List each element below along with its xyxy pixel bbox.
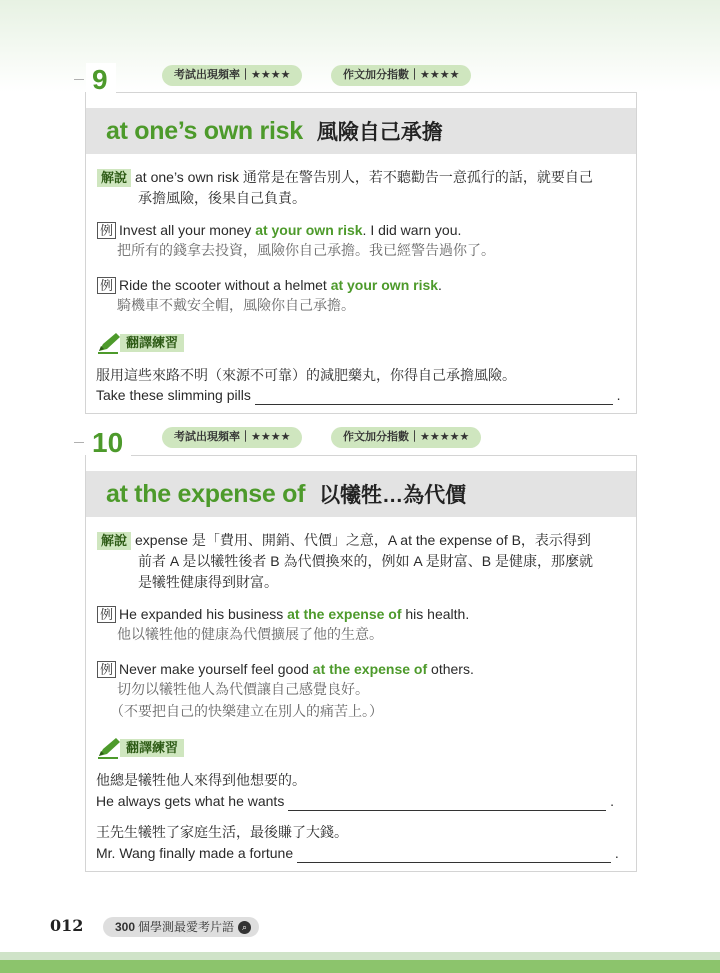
example-tag: 例 [97,277,116,294]
practice-label: 翻譯練習 [120,739,184,757]
example-tag: 例 [97,606,116,623]
example-translation: 他以犧牲他的健康為代價擴展了他的生意。 [117,626,383,642]
example-tag: 例 [97,222,116,239]
example-sentence: 例 Never make yourself feel good at the expense of others. [97,659,474,679]
page-number: 012 [50,916,84,935]
entry-number: 9 [86,63,116,97]
example-sentence: 例 He expanded his business at the expense of his health. [97,604,469,624]
exercise-line: Take these slimming pills . [96,387,621,403]
exercise-prompt-zh: 王先生犧牲了家庭生活，最後賺了大錢。 [96,824,348,840]
book-title-number: 300 [115,920,136,934]
exercise-line: He always gets what he wants . [96,793,614,809]
example-translation: 切勿以犧牲他人為代價讓自己感覺良好。 [117,681,369,697]
answer-blank[interactable] [255,390,613,405]
entry-header [86,65,636,95]
example-sentence: 例 Ride the scooter without a helmet at your own risk. [97,275,442,295]
exercise-prompt-zh: 他總是犧牲他人來得到他想要的。 [96,772,306,788]
pencil-icon [96,736,122,760]
example-sentence: 例 Invest all your money at your own risk. I did warn you. [97,220,461,240]
phrase-title-en: at the expense of [106,479,306,508]
explanation-line: 解說 at one’s own risk 通常是在警告別人，若不聽勸告一意孤行的話，就要自己 [97,167,593,187]
example-translation: 騎機車不戴安全帽，風險你自己承擔。 [117,297,355,313]
explain-tag: 解說 [97,532,131,550]
book-title-badge [103,917,259,937]
entry-header [86,428,636,458]
answer-blank[interactable] [297,848,611,863]
phrase-title-zh: 風險自己承擔 [316,121,443,144]
search-icon: ⌕ [238,921,251,934]
explanation-line: 是犧牲健康得到財富。 [138,574,278,590]
answer-blank[interactable] [288,796,606,811]
phrase-title-bar [86,108,636,154]
footer-band-dark [0,960,720,973]
example-translation: （不要把自己的快樂建立在別人的痛苦上。） [110,703,383,719]
practice-heading [96,331,184,355]
book-title-text: 個學測最愛考片語 [138,920,235,934]
example-tag: 例 [97,661,116,678]
phrase-title-zh: 以犧牲…為代價 [319,484,467,507]
exercise-line: Mr. Wang finally made a fortune . [96,845,619,861]
pencil-icon [96,331,122,355]
entry-number: 10 [86,426,131,460]
example-translation: 把所有的錢拿去投資，風險你自己承擔。我已經警告過你了。 [117,242,495,258]
footer-band-light [0,952,720,960]
frequency-badge: 考試出現頻率｜★★★★ [162,427,302,448]
bonus-badge: 作文加分指數｜★★★★ [331,65,471,86]
explanation-line: 承擔風險，後果自己負責。 [138,190,306,206]
explanation-line: 解說 expense 是「費用、開銷、代價」之意，A at the expense of B，表示得到 [97,530,591,550]
phrase-title-en: at one’s own risk [106,116,303,145]
bonus-badge: 作文加分指數｜★★★★★ [331,427,481,448]
frequency-badge: 考試出現頻率｜★★★★ [162,65,302,86]
practice-heading [96,736,184,760]
phrase-title-bar [86,471,636,517]
exercise-prompt-zh: 服用這些來路不明（來源不可靠）的減肥藥丸，你得自己承擔風險。 [96,367,516,383]
phrase-entry-10 [85,427,637,872]
explain-tag: 解說 [97,169,131,187]
phrase-entry-9 [85,64,637,414]
explanation-line: 前者 A 是以犧牲後者 B 為代價換來的，例如 A 是財富、B 是健康，那麼就 [138,553,594,569]
practice-label: 翻譯練習 [120,334,184,352]
